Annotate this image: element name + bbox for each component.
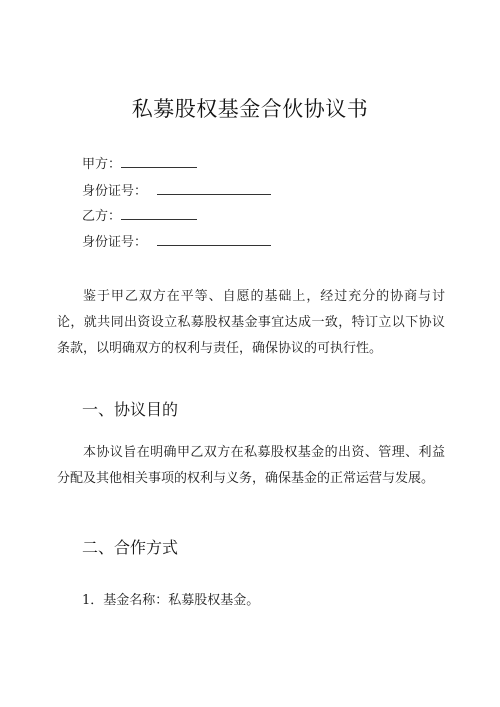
- party-a-line: [82, 155, 197, 173]
- document-title: 私募股权基金合伙协议书: [131, 97, 369, 121]
- party-b-line: [82, 207, 197, 225]
- section-1-heading: 一、协议目的: [82, 400, 179, 419]
- party-a-blank: [121, 155, 197, 168]
- party-b-id-label: 身份证号：: [82, 235, 148, 250]
- party-a-id-blank: [157, 182, 271, 195]
- party-a-id-label: 身份证号：: [82, 184, 148, 199]
- party-b-blank: [121, 207, 197, 220]
- intro-paragraph: 鉴于甲乙双方在平等、自愿的基础上，经过充分的协商与讨论，就共同出资设立私募股权基金事宜达成一致，特订立以下协议条款，以明确双方的权利与责任，确保协议的可执行性。: [57, 289, 445, 356]
- party-a-label: 甲方：: [82, 157, 122, 172]
- section-2-heading: 二、合作方式: [82, 538, 179, 557]
- party-b-id-blank: [157, 233, 271, 246]
- party-a-id-line: [82, 182, 271, 200]
- section-2-item-1: 1．基金名称：私募股权基金。: [82, 593, 260, 608]
- party-b-label: 乙方：: [82, 209, 122, 224]
- section-1-body: 本协议旨在明确甲乙双方在私募股权基金的出资、管理、利益分配及其他相关事项的权利与义务，确保基金的正常运营与发展。: [57, 445, 445, 486]
- party-b-id-line: [82, 233, 271, 251]
